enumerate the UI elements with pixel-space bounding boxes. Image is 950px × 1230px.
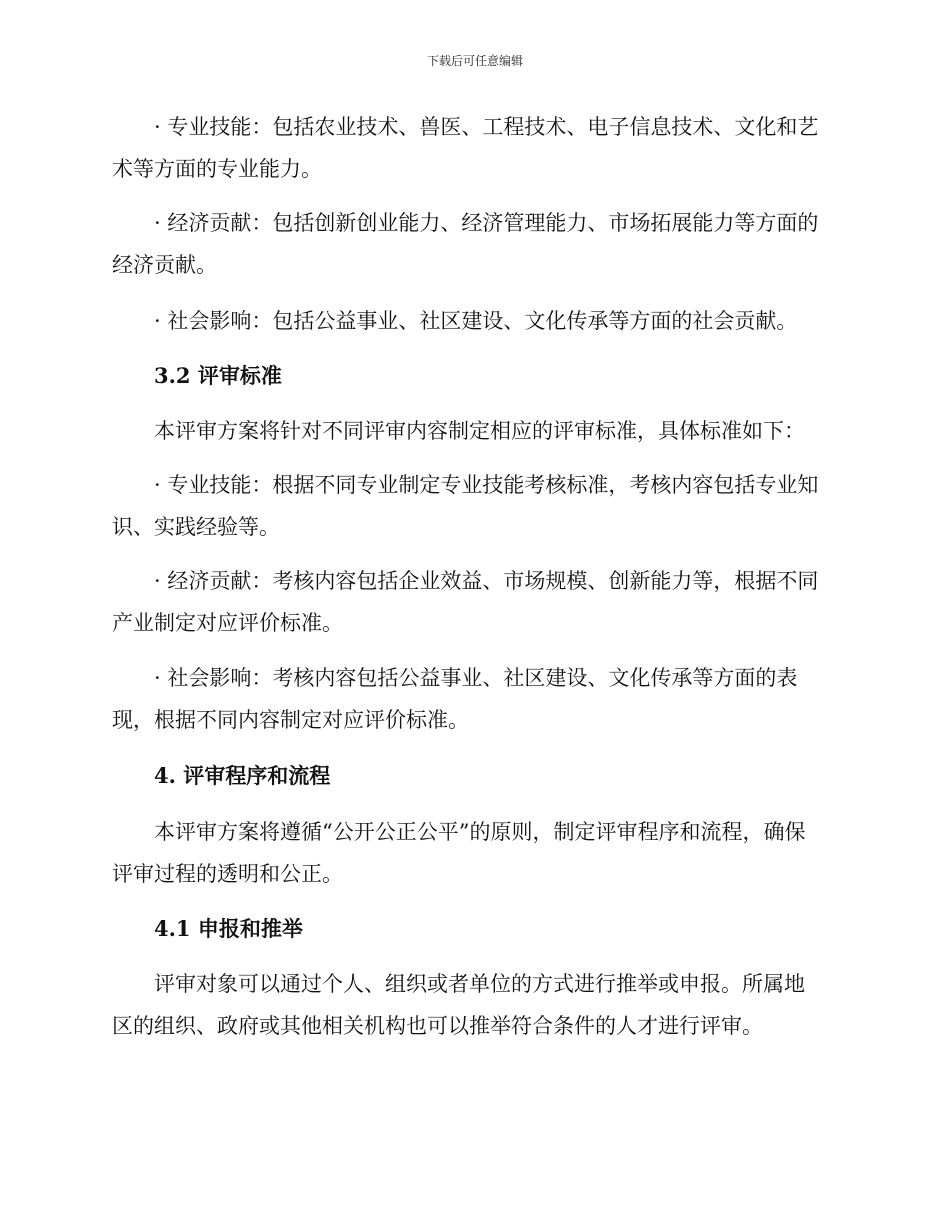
bullet-social-standard: · 社会影响：考核内容包括公益事业、社区建设、文化传承等方面的表现，根据不同内容制定对应评价标准。 [112,666,798,732]
paragraph-nomination: 评审对象可以通过个人、组织或者单位的方式进行推举或申报。所属地区的组织、政府或其他相关机构也可以推举符合条件的人才进行评审。 [112,972,805,1038]
paragraph-standards-intro: 本评审方案将针对不同评审内容制定相应的评审标准，具体标准如下： [154,419,805,443]
page-header: 下载后可任意编辑 [426,54,523,68]
bullet-skills-standard: · 专业技能：根据不同专业制定专业技能考核标准，考核内容包括专业知识、实践经验等。 [112,473,819,539]
section-heading-4: 4. 评审程序和流程 [154,763,331,788]
bullet-professional-skills: · 专业技能：包括农业技术、兽医、工程技术、电子信息技术、文化和艺术等方面的专业能力。 [112,115,819,181]
bullet-economic-standard: · 经济贡献：考核内容包括企业效益、市场规模、创新能力等，根据不同产业制定对应评价标准。 [112,569,819,635]
bullet-economic-contribution: · 经济贡献：包括创新创业能力、经济管理能力、市场拓展能力等方面的经济贡献。 [112,211,819,277]
paragraph-procedure-intro: 本评审方案将遵循“公开公正公平”的原则，制定评审程序和流程，确保评审过程的透明和公正。 [112,820,806,886]
bullet-social-impact: · 社会影响：包括公益事业、社区建设、文化传承等方面的社会贡献。 [154,309,798,333]
section-heading-4-1: 4.1 申报和推举 [154,916,303,941]
section-heading-3-2: 3.2 评审标准 [154,363,282,388]
